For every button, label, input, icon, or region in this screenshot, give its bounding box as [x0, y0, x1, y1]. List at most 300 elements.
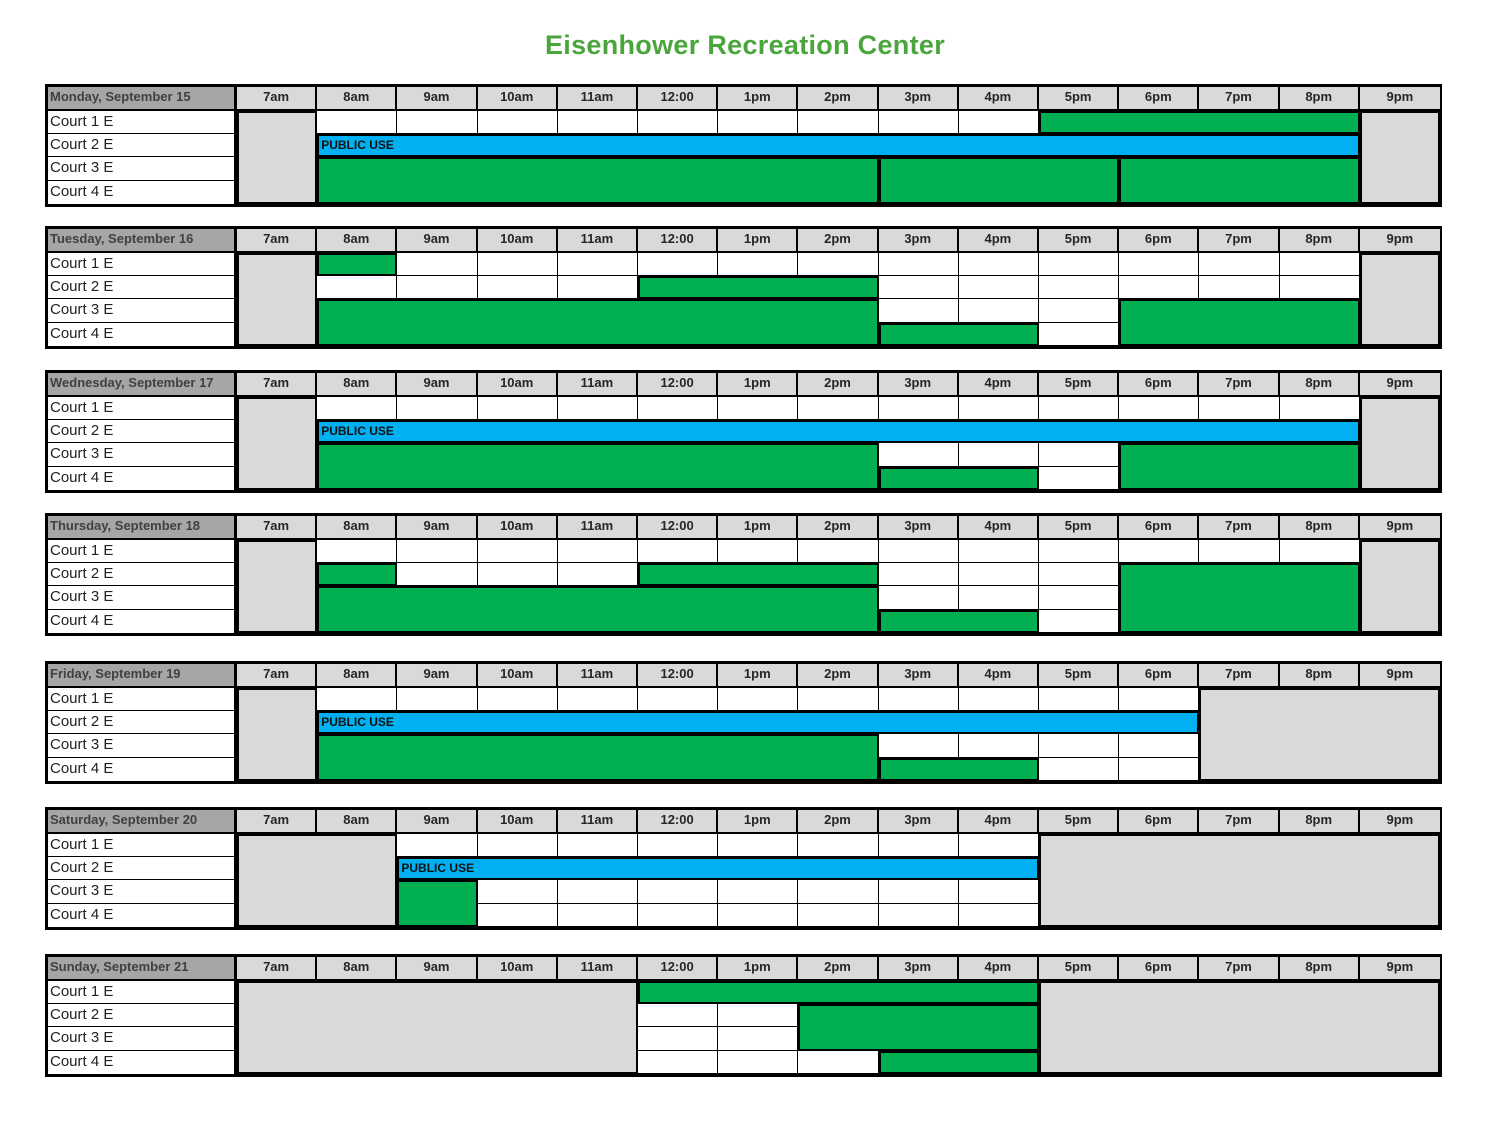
schedule-cell: [879, 443, 959, 466]
time-header: 11am: [558, 229, 638, 253]
schedule-cell: [1039, 563, 1119, 586]
time-header: 6pm: [1119, 373, 1199, 397]
schedule-cell: [478, 253, 558, 276]
time-header: 10am: [478, 516, 558, 540]
time-header: 3pm: [879, 664, 959, 688]
schedule-cell: [1039, 734, 1119, 757]
schedule-cell: [1039, 397, 1119, 420]
court-label: Court 1 E: [48, 540, 237, 563]
time-header: 4pm: [959, 516, 1039, 540]
reserved-block: [317, 157, 878, 203]
reserved-block: [1119, 157, 1360, 203]
closed-block: [1360, 397, 1440, 490]
time-header: 7am: [237, 810, 317, 834]
schedule-cell: [959, 443, 1039, 466]
schedule-cell: [959, 586, 1039, 609]
time-header: 1pm: [718, 810, 798, 834]
court-label: Court 1 E: [48, 397, 237, 420]
schedule-cell: [317, 276, 397, 299]
reserved-block: [638, 276, 879, 299]
time-header: 9pm: [1360, 87, 1440, 111]
time-header: 12:00: [638, 516, 718, 540]
court-label: Court 1 E: [48, 981, 237, 1004]
schedule-grid: [48, 229, 1439, 346]
schedule-cell: [1039, 253, 1119, 276]
day-label: Tuesday, September 16: [48, 229, 237, 253]
reserved-block: [317, 734, 878, 780]
reserved-block: [1119, 299, 1360, 345]
time-header: 7pm: [1199, 87, 1279, 111]
schedule-cell: [478, 111, 558, 134]
schedule-cell: [879, 904, 959, 927]
schedule-cell: [397, 111, 477, 134]
time-header: 8am: [317, 664, 397, 688]
schedule-cell: [718, 688, 798, 711]
reserved-block: [638, 981, 1039, 1004]
reserved-block: [317, 299, 878, 345]
reserved-block: [1039, 111, 1360, 134]
schedule-cell: [959, 880, 1039, 903]
schedule-cell: [1119, 540, 1199, 563]
time-header: 7am: [237, 957, 317, 981]
schedule-cell: [638, 904, 718, 927]
court-label: Court 4 E: [48, 1051, 237, 1074]
time-header: 1pm: [718, 957, 798, 981]
time-header: 10am: [478, 87, 558, 111]
closed-block: [237, 111, 317, 204]
schedule-cell: [558, 688, 638, 711]
time-header: 3pm: [879, 516, 959, 540]
schedule-cell: [1199, 540, 1279, 563]
time-header: 2pm: [798, 664, 878, 688]
schedule-cell: [478, 904, 558, 927]
schedule-cell: [1039, 467, 1119, 490]
schedule-cell: [959, 734, 1039, 757]
schedule-cell: [478, 397, 558, 420]
schedule-cell: [959, 904, 1039, 927]
time-header: 6pm: [1119, 516, 1199, 540]
schedule-cell: [959, 276, 1039, 299]
court-label: Court 3 E: [48, 157, 237, 180]
schedule-grid: [48, 664, 1439, 781]
reserved-block: [317, 443, 878, 489]
time-header: 10am: [478, 229, 558, 253]
schedule-cell: [1039, 586, 1119, 609]
time-header: 11am: [558, 373, 638, 397]
court-label: Court 3 E: [48, 1027, 237, 1050]
schedule-cell: [1199, 253, 1279, 276]
schedule-cell: [558, 834, 638, 857]
reserved-block: [879, 467, 1039, 490]
closed-block: [1360, 253, 1440, 346]
schedule-cell: [798, 253, 878, 276]
schedule-cell: [798, 880, 878, 903]
schedule-cell: [959, 111, 1039, 134]
schedule-cell: [1039, 276, 1119, 299]
schedule-cell: [638, 1051, 718, 1074]
reserved-block: [879, 323, 1039, 346]
schedule-cell: [798, 904, 878, 927]
time-header: 8am: [317, 957, 397, 981]
schedule-cell: [478, 880, 558, 903]
time-header: 8pm: [1280, 664, 1360, 688]
court-label: Court 3 E: [48, 734, 237, 757]
time-header: 5pm: [1039, 87, 1119, 111]
schedule-cell: [397, 688, 477, 711]
schedule-cell: [397, 397, 477, 420]
court-label: Court 3 E: [48, 299, 237, 322]
schedule-cell: [959, 253, 1039, 276]
court-label: Court 2 E: [48, 857, 237, 880]
schedule-cell: [317, 688, 397, 711]
time-header: 8am: [317, 516, 397, 540]
time-header: 3pm: [879, 229, 959, 253]
schedule-cell: [1039, 323, 1119, 346]
closed-block: [1039, 981, 1440, 1074]
time-header: 7pm: [1199, 373, 1279, 397]
time-header: 5pm: [1039, 810, 1119, 834]
time-header: 7pm: [1199, 229, 1279, 253]
time-header: 1pm: [718, 229, 798, 253]
time-header: 3pm: [879, 87, 959, 111]
day-label: Friday, September 19: [48, 664, 237, 688]
time-header: 5pm: [1039, 516, 1119, 540]
schedule-cell: [1119, 397, 1199, 420]
page-title: Eisenhower Recreation Center: [544, 30, 946, 60]
schedule-cell: [1119, 253, 1199, 276]
time-header: 4pm: [959, 229, 1039, 253]
public-use-block: PUBLIC USE: [317, 711, 1199, 734]
schedule-cell: [798, 688, 878, 711]
time-header: 4pm: [959, 373, 1039, 397]
schedule-cell: [718, 880, 798, 903]
schedule-cell: [1119, 688, 1199, 711]
day-schedule: [45, 84, 1442, 207]
time-header: 3pm: [879, 810, 959, 834]
time-header: 2pm: [798, 229, 878, 253]
schedule-cell: [879, 834, 959, 857]
time-header: 7am: [237, 516, 317, 540]
time-header: 7pm: [1199, 810, 1279, 834]
time-header: 12:00: [638, 229, 718, 253]
schedule-cell: [879, 299, 959, 322]
time-header: 9pm: [1360, 373, 1440, 397]
schedule-cell: [1119, 758, 1199, 781]
time-header: 12:00: [638, 87, 718, 111]
schedule-cell: [959, 397, 1039, 420]
time-header: 9pm: [1360, 229, 1440, 253]
schedule-cell: [638, 111, 718, 134]
time-header: 2pm: [798, 87, 878, 111]
schedule-cell: [718, 397, 798, 420]
court-label: Court 4 E: [48, 904, 237, 927]
court-label: Court 1 E: [48, 688, 237, 711]
time-header: 9am: [397, 664, 477, 688]
time-header: 9pm: [1360, 516, 1440, 540]
schedule-cell: [1039, 443, 1119, 466]
court-label: Court 2 E: [48, 420, 237, 443]
time-header: 4pm: [959, 87, 1039, 111]
schedule-cell: [1119, 734, 1199, 757]
schedule-cell: [558, 563, 638, 586]
time-header: 6pm: [1119, 229, 1199, 253]
schedule-cell: [317, 397, 397, 420]
day-label: Wednesday, September 17: [48, 373, 237, 397]
schedule-cell: [317, 540, 397, 563]
time-header: 9am: [397, 957, 477, 981]
time-header: 7am: [237, 229, 317, 253]
schedule-cell: [959, 834, 1039, 857]
schedule-cell: [798, 397, 878, 420]
court-label: Court 3 E: [48, 586, 237, 609]
schedule-cell: [1039, 758, 1119, 781]
reserved-block: [317, 253, 397, 276]
schedule-grid: [48, 87, 1439, 204]
schedule-cell: [1119, 276, 1199, 299]
schedule-cell: [1199, 397, 1279, 420]
time-header: 8pm: [1280, 87, 1360, 111]
schedule-cell: [879, 540, 959, 563]
schedule-cell: [718, 1027, 798, 1050]
schedule-cell: [1039, 610, 1119, 633]
time-header: 2pm: [798, 957, 878, 981]
time-header: 2pm: [798, 810, 878, 834]
time-header: 7pm: [1199, 664, 1279, 688]
time-header: 3pm: [879, 957, 959, 981]
time-header: 8pm: [1280, 810, 1360, 834]
time-header: 6pm: [1119, 87, 1199, 111]
schedule-grid: [48, 957, 1439, 1074]
court-label: Court 4 E: [48, 467, 237, 490]
time-header: 1pm: [718, 664, 798, 688]
day-label: Saturday, September 20: [48, 810, 237, 834]
schedule-cell: [397, 540, 477, 563]
reserved-block: [879, 610, 1039, 633]
reserved-block: [397, 880, 477, 926]
reserved-block: [798, 1004, 1039, 1050]
time-header: 11am: [558, 664, 638, 688]
schedule-cell: [879, 688, 959, 711]
schedule-cell: [397, 834, 477, 857]
closed-block: [1360, 540, 1440, 633]
schedule-cell: [718, 1004, 798, 1027]
schedule-cell: [558, 880, 638, 903]
time-header: 2pm: [798, 373, 878, 397]
time-header: 7am: [237, 373, 317, 397]
time-header: 3pm: [879, 373, 959, 397]
schedule-cell: [638, 688, 718, 711]
court-label: Court 2 E: [48, 711, 237, 734]
reserved-block: [1119, 443, 1360, 489]
reserved-block: [638, 563, 879, 586]
reserved-block: [317, 563, 397, 586]
schedule-cell: [718, 1051, 798, 1074]
time-header: 8am: [317, 87, 397, 111]
time-header: 12:00: [638, 957, 718, 981]
time-header: 9pm: [1360, 957, 1440, 981]
time-header: 8pm: [1280, 373, 1360, 397]
time-header: 8am: [317, 373, 397, 397]
time-header: 9am: [397, 87, 477, 111]
reserved-block: [879, 157, 1120, 203]
court-label: Court 1 E: [48, 253, 237, 276]
schedule-cell: [1280, 540, 1360, 563]
time-header: 10am: [478, 664, 558, 688]
closed-block: [237, 397, 317, 490]
day-label: Sunday, September 21: [48, 957, 237, 981]
schedule-cell: [879, 880, 959, 903]
time-header: 4pm: [959, 957, 1039, 981]
time-header: 10am: [478, 957, 558, 981]
time-header: 9pm: [1360, 810, 1440, 834]
court-label: Court 2 E: [48, 563, 237, 586]
schedule-cell: [478, 540, 558, 563]
day-label: Monday, September 15: [48, 87, 237, 111]
schedule-cell: [879, 253, 959, 276]
reserved-block: [1119, 563, 1360, 633]
schedule-cell: [718, 540, 798, 563]
time-header: 5pm: [1039, 957, 1119, 981]
closed-block: [1199, 688, 1440, 781]
time-header: 8am: [317, 229, 397, 253]
schedule-cell: [1280, 276, 1360, 299]
time-header: 5pm: [1039, 664, 1119, 688]
schedule-cell: [879, 563, 959, 586]
schedule-cell: [798, 834, 878, 857]
time-header: 10am: [478, 373, 558, 397]
schedule-cell: [879, 734, 959, 757]
time-header: 1pm: [718, 516, 798, 540]
schedule-cell: [638, 253, 718, 276]
court-label: Court 1 E: [48, 111, 237, 134]
time-header: 7pm: [1199, 957, 1279, 981]
court-label: Court 4 E: [48, 610, 237, 633]
court-label: Court 3 E: [48, 443, 237, 466]
time-header: 8pm: [1280, 516, 1360, 540]
schedule-cell: [478, 834, 558, 857]
time-header: 9am: [397, 810, 477, 834]
schedule-cell: [558, 276, 638, 299]
time-header: 12:00: [638, 664, 718, 688]
time-header: 8pm: [1280, 957, 1360, 981]
reserved-block: [879, 1051, 1039, 1074]
schedule-cell: [959, 688, 1039, 711]
time-header: 9am: [397, 229, 477, 253]
time-header: 12:00: [638, 373, 718, 397]
schedule-cell: [397, 563, 477, 586]
schedule-cell: [718, 111, 798, 134]
schedule-cell: [478, 563, 558, 586]
schedule-cell: [879, 111, 959, 134]
time-header: 9am: [397, 373, 477, 397]
schedule-cell: [638, 834, 718, 857]
schedule-cell: [718, 253, 798, 276]
schedule-cell: [959, 540, 1039, 563]
schedule-cell: [638, 540, 718, 563]
time-header: 11am: [558, 957, 638, 981]
schedule-cell: [558, 253, 638, 276]
time-header: 6pm: [1119, 810, 1199, 834]
time-header: 8am: [317, 810, 397, 834]
schedule-cell: [397, 276, 477, 299]
reserved-block: [317, 586, 878, 632]
day-schedule: [45, 370, 1442, 493]
schedule-cell: [798, 1051, 878, 1074]
schedule-cell: [1039, 299, 1119, 322]
time-header: 7am: [237, 664, 317, 688]
time-header: 11am: [558, 516, 638, 540]
time-header: 9am: [397, 516, 477, 540]
court-label: Court 2 E: [48, 1004, 237, 1027]
closed-block: [237, 981, 638, 1074]
time-header: 1pm: [718, 373, 798, 397]
day-schedule: [45, 954, 1442, 1077]
time-header: 8pm: [1280, 229, 1360, 253]
public-use-block: PUBLIC USE: [397, 857, 1039, 880]
closed-block: [1039, 834, 1440, 927]
closed-block: [237, 253, 317, 346]
schedule-cell: [718, 904, 798, 927]
time-header: 5pm: [1039, 229, 1119, 253]
schedule-cell: [879, 397, 959, 420]
schedule-grid: [48, 516, 1439, 633]
schedule-cell: [558, 904, 638, 927]
court-label: Court 2 E: [48, 276, 237, 299]
time-header: 7am: [237, 87, 317, 111]
closed-block: [237, 688, 317, 781]
court-label: Court 4 E: [48, 323, 237, 346]
court-label: Court 1 E: [48, 834, 237, 857]
schedule-cell: [558, 397, 638, 420]
time-header: 6pm: [1119, 957, 1199, 981]
schedule-cell: [558, 111, 638, 134]
day-schedule: [45, 513, 1442, 636]
time-header: 7pm: [1199, 516, 1279, 540]
schedule-cell: [718, 834, 798, 857]
court-label: Court 2 E: [48, 134, 237, 157]
day-schedule: [45, 807, 1442, 930]
time-header: 11am: [558, 87, 638, 111]
schedule-cell: [1199, 276, 1279, 299]
schedule-cell: [1280, 253, 1360, 276]
reserved-block: [879, 758, 1039, 781]
schedule-cell: [959, 563, 1039, 586]
court-label: Court 4 E: [48, 181, 237, 204]
court-label: Court 4 E: [48, 758, 237, 781]
closed-block: [237, 540, 317, 633]
court-label: Court 3 E: [48, 880, 237, 903]
schedule-cell: [317, 111, 397, 134]
time-header: 12:00: [638, 810, 718, 834]
schedule-cell: [1039, 688, 1119, 711]
schedule-cell: [397, 253, 477, 276]
schedule-cell: [638, 397, 718, 420]
schedule-cell: [879, 586, 959, 609]
time-header: 4pm: [959, 664, 1039, 688]
day-label: Thursday, September 18: [48, 516, 237, 540]
schedule-cell: [638, 1027, 718, 1050]
public-use-block: PUBLIC USE: [317, 134, 1360, 157]
time-header: 2pm: [798, 516, 878, 540]
time-header: 10am: [478, 810, 558, 834]
schedule-cell: [478, 276, 558, 299]
schedule-cell: [879, 276, 959, 299]
schedule-cell: [558, 540, 638, 563]
schedule-grid: [48, 810, 1439, 927]
schedule-cell: [798, 111, 878, 134]
time-header: 4pm: [959, 810, 1039, 834]
day-schedule: [45, 661, 1442, 784]
